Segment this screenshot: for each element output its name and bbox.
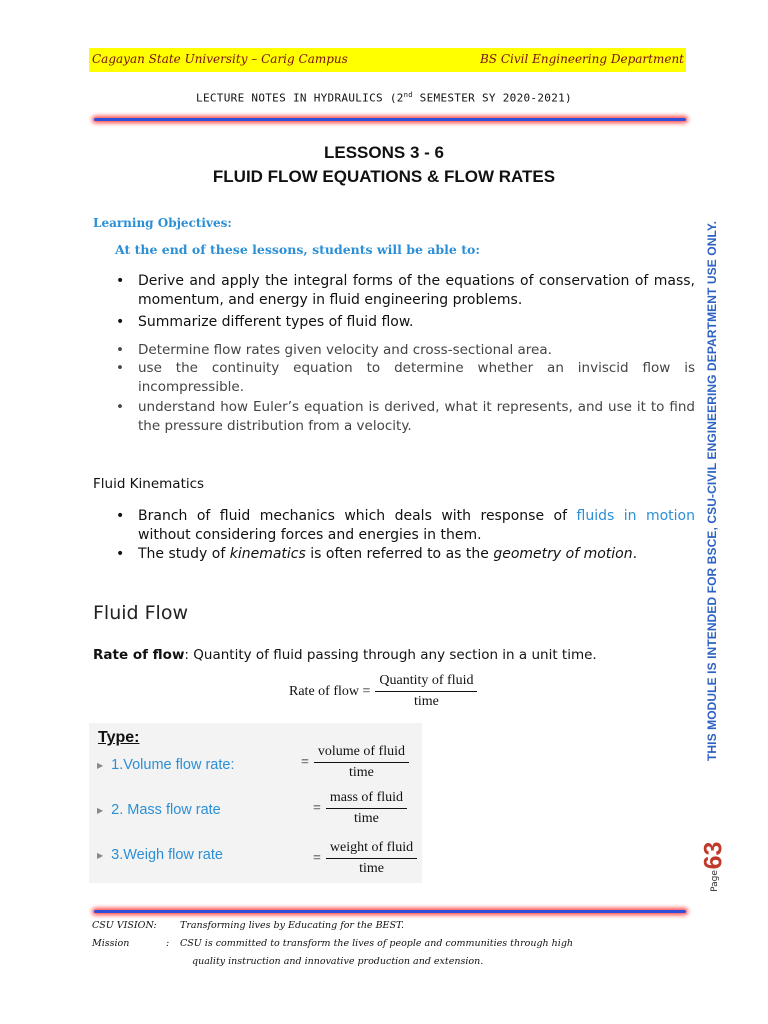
triangle-bullet-icon: ▶ — [97, 805, 104, 815]
lesson-subtitle: FLUID FLOW EQUATIONS & FLOW RATES — [212, 167, 556, 186]
page-number: 63 — [699, 841, 728, 869]
module-usage-notice: THIS MODULE IS INTENDED FOR BSCE, CSU-CIVIL ENGINEERING DEPARTMENT USE ONLY. — [705, 220, 719, 762]
lesson-title: LESSONS 3 - 6 — [324, 143, 444, 162]
flow-type-item: ▶ 2. Mass flow rate — [97, 802, 221, 818]
objective-item: • Summarize different types of fluid flow. — [138, 313, 695, 332]
objectives-intro: At the end of these lessons, students will be able to: — [115, 242, 480, 257]
objective-item: • Derive and apply the integral forms of the equations of conservation of mass, momentum, and energy in fluid engineering problems. — [138, 272, 695, 310]
kinematics-item: • Branch of fluid mechanics which deals with response of fluids in motion without considering forces and energies in them. — [138, 507, 695, 545]
kinematics-item: • The study of kinematics is often referred to as the geometry of motion. — [138, 545, 695, 564]
fluid-flow-heading: Fluid Flow — [93, 602, 188, 624]
mission-text-continued: quality instruction and innovative production and extension. — [192, 956, 484, 967]
objective-item: • understand how Euler’s equation is derived, what it represents, and use it to find the pressure distribution from a velocity. — [138, 398, 695, 436]
flow-type-item: ▶ 1.Volume flow rate: — [97, 757, 235, 773]
page-label: Page — [710, 870, 721, 892]
volume-flow-formula: = $\frac{\text{volume of fluid}}{\text{time}}$ — [301, 744, 409, 781]
fluid-kinematics-heading: Fluid Kinematics — [93, 476, 205, 492]
mission-text: CSU is committed to transform the lives of people and communities through high — [180, 938, 574, 949]
fluids-in-motion-link[interactable]: fluids in motion — [576, 508, 695, 524]
university-name: Cagayan State University – Carig Campus — [92, 52, 348, 66]
header-divider — [94, 118, 686, 121]
triangle-bullet-icon: ▶ — [97, 850, 104, 860]
mission-label: Mission — [92, 938, 130, 949]
learning-objectives-heading: Learning Objectives: — [93, 216, 232, 230]
footer-divider — [94, 910, 686, 913]
type-heading: Type: — [98, 729, 140, 746]
triangle-bullet-icon: ▶ — [97, 760, 104, 770]
vision-text: Transforming lives by Educating for the BEST. — [180, 920, 404, 931]
lecture-notes-header: LECTURE NOTES IN HYDRAULICS (2nd SEMESTER SY 2020-2021) — [196, 91, 572, 105]
rate-of-flow-definition: Rate of flow: Quantity of fluid passing through any section in a unit time. — [93, 647, 597, 663]
mass-flow-formula: = $\frac{\text{mass of fluid}}{\text{time}}$ — [313, 790, 407, 827]
flow-type-item: ▶ 3.Weigh flow rate — [97, 847, 223, 863]
weight-flow-formula: = $\frac{\text{weight of fluid}}{\text{time}}$ — [313, 840, 417, 877]
department-name: BS Civil Engineering Department — [479, 52, 684, 66]
mission-colon: : — [166, 938, 170, 949]
objective-item: • Determine flow rates given velocity and cross-sectional area. — [138, 341, 695, 360]
vision-label: CSU VISION: — [92, 920, 157, 931]
rate-of-flow-formula: Rate of flow = $\frac{\text{Quantity of fluid}}{\text{time}}$ — [289, 673, 477, 710]
objective-item: • use the continuity equation to determine whether an inviscid flow is incompressible. — [138, 359, 695, 397]
